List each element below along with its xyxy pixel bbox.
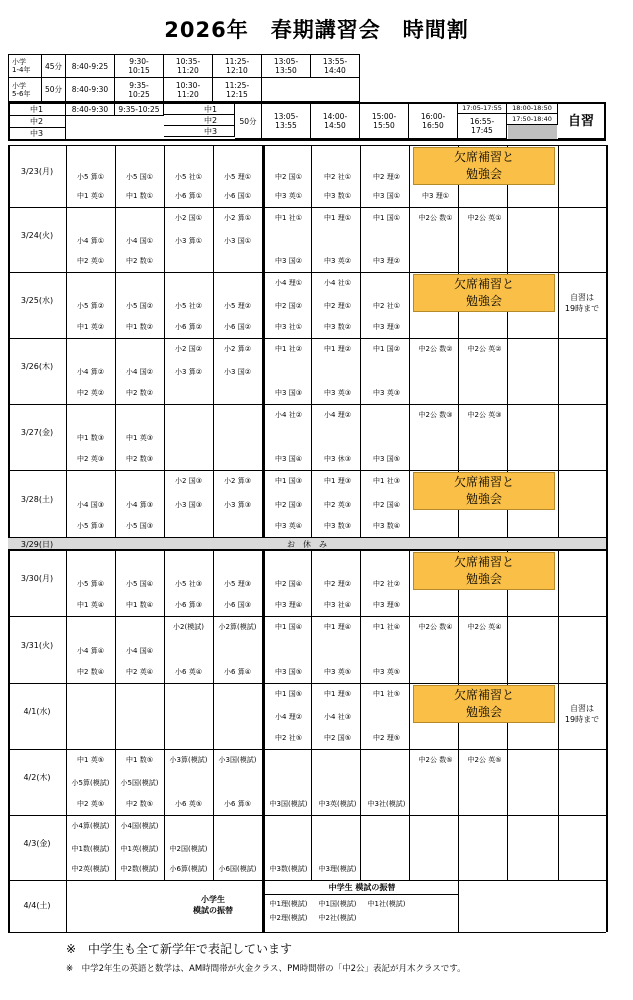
schedule-cell: 小4 理② (275, 713, 302, 721)
schedule-cell: 中3数(模試) (269, 865, 308, 873)
schedule-cell: 中1社(模試) (367, 900, 406, 908)
schedule-cell: 小2(模試) (173, 623, 204, 631)
header-elem14-time: 9:30- 10:15 (115, 54, 164, 78)
header-elem14-time: 10:35- 11:20 (164, 54, 213, 78)
schedule-cell: 中3英(模試) (318, 800, 357, 808)
schedule-cell: 小3 算① (175, 236, 202, 245)
schedule-cell: 中1 社② (275, 345, 302, 353)
schedule-cell: 中1 数⑤ (126, 756, 153, 764)
schedule-cell: 小6算(模試) (169, 865, 208, 873)
footer-note-2: ※ 中学2年生の英語と数学は、AM時間帯が火金クラス、PM時間帯の「中2公」表記が月木クラスです。 (66, 964, 466, 974)
schedule-cell: 中2公 数③ (418, 411, 453, 419)
schedule-cell: 中2公 数④ (418, 623, 453, 631)
schedule-cell: 中1 国⑤ (275, 690, 302, 698)
schedule-cell: 中2国(模試) (169, 844, 208, 853)
schedule-cell: 中3 社④ (324, 601, 351, 609)
schedule-cell: 小4 算③ (126, 500, 153, 509)
schedule-cell: 小4 国① (126, 236, 153, 245)
schedule-cell: 中2公 数① (418, 214, 453, 222)
header-elem14-label: 小学 1-4年 (8, 54, 42, 78)
header-elem56-time: 11:25- 12:15 (213, 78, 262, 102)
makeup-session-box: 欠席補習と 勉強会 (413, 685, 555, 723)
schedule-cell: 小5 算③ (77, 522, 104, 530)
schedule-cell: 中1国(模試) (318, 900, 357, 908)
schedule-cell: 小5 社② (175, 302, 202, 310)
date-label: 3/27(金) (20, 428, 54, 437)
page-title: 2026年 春期講習会 時間割 (164, 18, 469, 42)
schedule-cell: 小5算(模試) (71, 779, 110, 787)
schedule-cell: 中3 理⑤ (373, 601, 400, 609)
schedule-cell: 中2 英④ (126, 668, 153, 676)
schedule-cell: 小4 理① (275, 279, 302, 287)
apr4-vline (458, 880, 459, 932)
schedule-cell: 中2 英③ (324, 500, 351, 509)
apr4-line (264, 894, 458, 895)
schedule-cell: 中2 英③ (77, 455, 104, 463)
schedule-cell: 小2 算① (224, 214, 251, 222)
schedule-cell: 中2公 英⑤ (467, 756, 502, 764)
schedule-cell: 中3 国① (373, 192, 400, 200)
schedule-cell: 小6 国③ (224, 601, 251, 609)
schedule-cell: 小5 国④ (126, 580, 153, 588)
schedule-cell: 中1 数② (126, 323, 153, 331)
self-study-note: 自習は 19時まで (564, 293, 600, 313)
schedule-cell: 中3 休③ (324, 455, 351, 463)
grid-hline-bottom (8, 932, 606, 933)
schedule-cell: 中2 数④ (77, 668, 104, 676)
header-elem56-time: 9:35- 10:25 (115, 78, 164, 102)
header-jh-label: 中1 (10, 104, 66, 116)
header-jh-late2-gray (508, 125, 557, 139)
schedule-cell: 中1 英⑤ (77, 756, 104, 764)
schedule-cell: 小5 国③ (126, 522, 153, 530)
grid-hline (8, 272, 606, 273)
schedule-cell: 中2 数② (126, 389, 153, 397)
schedule-cell: 中2公 数② (418, 345, 453, 353)
self-study-note: 自習は 19時まで (564, 704, 600, 724)
schedule-cell: 中2 英① (77, 257, 104, 265)
schedule-cell: 中3 英① (275, 192, 302, 200)
header-jh-label2: 中1 (164, 104, 235, 115)
schedule-cell: 中2 国④ (373, 500, 400, 509)
header-elem56-label: 小学 5-6年 (8, 78, 42, 102)
date-label: 4/1(水) (23, 707, 51, 716)
schedule-cell: 小6 算⑤ (224, 800, 251, 808)
date-label: 3/28(土) (20, 494, 54, 504)
schedule-cell: 小5 理② (224, 302, 251, 310)
schedule-cell: 中2 国④ (275, 580, 302, 588)
date-label: 3/23(月) (20, 167, 54, 176)
schedule-cell: 中2 国⑤ (324, 734, 351, 742)
schedule-cell: 小6 算③ (175, 601, 202, 609)
header-self-study: 自習 (558, 104, 604, 139)
schedule-cell: 中3 数② (324, 323, 351, 331)
schedule-cell: 中2公 英① (467, 214, 502, 222)
schedule-cell: 小3 国① (224, 236, 251, 245)
schedule-cell: 中3 数① (324, 192, 351, 200)
schedule-cell: 中1 数① (126, 192, 153, 200)
schedule-cell: 中3 国③ (275, 389, 302, 397)
header-jh-late1b: 16:55- 17:45 (458, 114, 507, 139)
holiday-label: お 休 み (287, 540, 327, 549)
header-elem56-empty (262, 78, 360, 102)
schedule-cell: 小2算(模試) (218, 623, 257, 631)
makeup-session-box: 欠席補習と 勉強会 (413, 147, 555, 185)
header-elem14-time: 13:05- 13:50 (262, 54, 311, 78)
schedule-cell: 中3 理① (422, 192, 449, 200)
schedule-cell: 中1 英③ (126, 434, 153, 442)
schedule-cell: 中3 社① (275, 323, 302, 331)
header-jh-pm-time: 15:00- 15:50 (360, 104, 409, 139)
schedule-cell: 小4 社③ (324, 713, 351, 721)
schedule-cell: 小3 国② (224, 368, 251, 376)
header-jh-label2: 中3 (164, 126, 235, 137)
header-jh-label2: 中2 (164, 115, 235, 126)
schedule-cell: 中3 英② (324, 257, 351, 265)
schedule-cell: 中2 英⑤ (77, 800, 104, 808)
schedule-cell: 中1 理④ (324, 623, 351, 631)
schedule-cell: 小4 算① (77, 236, 104, 245)
schedule-cell: 中1英(模試) (120, 844, 159, 853)
schedule-cell: 小3 算② (175, 368, 202, 376)
header-jh-pm-time: 13:05- 13:55 (262, 104, 311, 139)
schedule-cell: 中1 数④ (126, 601, 153, 609)
header-elem56-time: 10:30- 11:20 (164, 78, 213, 102)
schedule-cell: 中1 国④ (275, 623, 302, 631)
schedule-cell: 小3 国③ (175, 500, 202, 509)
holiday-row (8, 537, 606, 550)
schedule-cell: 小3 算③ (224, 500, 251, 509)
schedule-cell: 小4算(模試) (71, 822, 110, 830)
schedule-cell: 中2 国② (275, 302, 302, 310)
schedule-cell: 中2 社① (373, 302, 400, 310)
schedule-cell: 小4 社① (324, 279, 351, 287)
date-label: 4/3(金) (23, 838, 51, 848)
schedule-cell: 中2公 英② (467, 345, 502, 353)
header-jh-pm-time: 16:00- 16:50 (409, 104, 458, 139)
schedule-cell: 中1 英② (77, 323, 104, 331)
schedule-cell: 小6 国① (224, 192, 251, 200)
header-jh-late2b: 17:50-18:40 (507, 114, 558, 125)
apr4-elem-title: 小学生 模試の振替 (193, 895, 233, 915)
schedule-cell: 小3国(模試) (218, 756, 257, 764)
header-jh-late1: 17:05-17:55 (458, 104, 507, 114)
header-elem14-time: 13:55- 14:40 (311, 54, 360, 78)
grid-hline (8, 550, 606, 551)
makeup-session-box: 欠席補習と 勉強会 (413, 274, 555, 312)
schedule-cell: 中2 理① (324, 302, 351, 310)
header-elem14-duration: 45分 (42, 54, 66, 78)
schedule-cell: 中2 国① (275, 173, 302, 181)
header-elem14-time: 8:40-9:25 (66, 54, 115, 78)
schedule-cell: 小6 英④ (175, 668, 202, 676)
schedule-cell: 中1 英① (77, 192, 104, 200)
schedule-cell: 中2 数① (126, 257, 153, 265)
schedule-cell: 中3理(模試) (318, 865, 357, 873)
schedule-cell: 小5 算④ (77, 580, 104, 588)
grid-hline (8, 404, 606, 405)
schedule-cell: 中2公 英③ (467, 411, 502, 419)
header-jh-duration: 50分 (235, 104, 262, 139)
schedule-cell: 小5 国② (126, 302, 153, 310)
schedule-cell: 中3 数③ (324, 522, 351, 530)
schedule-cell: 中2 理② (373, 173, 400, 181)
schedule-cell: 小6 算② (175, 323, 202, 331)
schedule-cell: 中1 国③ (275, 477, 302, 485)
makeup-session-box: 欠席補習と 勉強会 (413, 552, 555, 590)
schedule-cell: 小5 理① (224, 173, 251, 181)
schedule-cell: 中2理(模試) (269, 914, 308, 922)
header-jh-pm-time: 14:00- 14:50 (311, 104, 360, 139)
schedule-cell: 小5 算① (77, 173, 104, 181)
schedule-cell: 中1 国① (373, 214, 400, 222)
schedule-cell: 小2 算③ (224, 477, 251, 485)
schedule-cell: 中2 社① (324, 173, 351, 181)
schedule-cell: 中2英(模試) (71, 865, 110, 873)
schedule-cell: 中3 理③ (373, 323, 400, 331)
schedule-cell: 中3 英⑤ (373, 668, 400, 676)
date-label: 4/4(土) (23, 901, 51, 910)
schedule-cell: 中2数(模試) (120, 865, 159, 873)
schedule-cell: 中2 英② (77, 389, 104, 397)
schedule-cell: 小6 算① (175, 192, 202, 200)
schedule-cell: 小4 国④ (126, 646, 153, 655)
schedule-cell: 小4 理② (324, 411, 351, 419)
grid-hline (8, 749, 606, 750)
schedule-cell: 中2 数③ (126, 455, 153, 463)
schedule-cell: 小6 国② (224, 323, 251, 331)
date-label: 4/2(木) (23, 773, 51, 782)
schedule-cell: 中2公 数⑤ (418, 756, 453, 764)
schedule-cell: 小4 国② (126, 368, 153, 376)
schedule-cell: 小5 算② (77, 302, 104, 310)
schedule-cell: 中1 社⑤ (373, 690, 400, 698)
schedule-cell: 中3 英④ (275, 522, 302, 530)
holiday-date: 3/29(日) (20, 540, 54, 549)
header-jh-am-time: 8:40-9:30 (66, 104, 115, 116)
schedule-cell: 小6 算④ (224, 668, 251, 676)
schedule-cell: 中1 理① (324, 214, 351, 222)
schedule-cell: 中2 社⑤ (275, 734, 302, 742)
header-jh-label: 中2 (10, 116, 66, 128)
schedule-cell: 小4 算④ (77, 646, 104, 655)
date-label: 3/26(木) (20, 362, 54, 371)
schedule-cell: 中1 社① (275, 214, 302, 222)
header-elem56-time: 8:40-9:30 (66, 78, 115, 102)
date-label: 3/24(火) (20, 230, 54, 240)
header-jh-late2: 18:00-18:50 (507, 104, 558, 114)
schedule-cell: 中1数(模試) (71, 844, 110, 853)
header-elem56-duration: 50分 (42, 78, 66, 102)
schedule-cell: 小2 国① (175, 214, 202, 222)
schedule-cell: 小5 理③ (224, 580, 251, 588)
date-label: 3/25(水) (20, 296, 54, 305)
schedule-cell: 中3 国⑤ (373, 455, 400, 463)
schedule-cell: 中3 理② (373, 257, 400, 265)
schedule-cell: 小6国(模試) (218, 865, 257, 873)
schedule-cell: 中1 理⑤ (324, 690, 351, 698)
schedule-cell: 小4 社② (275, 411, 302, 419)
footer-note-1: ※ 中学生も全て新学年で表記しています (66, 942, 293, 956)
schedule-cell: 中2 社② (373, 580, 400, 588)
schedule-cell: 中3 英⑤ (324, 668, 351, 676)
schedule-cell: 中2社(模試) (318, 914, 357, 922)
schedule-cell: 小5国(模試) (120, 779, 159, 787)
schedule-cell: 小5 社① (175, 173, 202, 181)
apr4-jh-title: 中学生 模試の振替 (328, 883, 396, 892)
header-elem14-time: 11:25- 12:10 (213, 54, 262, 78)
schedule-cell: 中2 国③ (275, 500, 302, 509)
schedule-cell: 中3 数④ (373, 522, 400, 530)
schedule-cell: 中3 英③ (373, 389, 400, 397)
schedule-cell: 中1 英④ (77, 601, 104, 609)
schedule-cell: 中1 社④ (373, 623, 400, 631)
grid-hline (8, 470, 606, 471)
schedule-cell: 中1 数③ (77, 434, 104, 442)
grid-hline (8, 145, 606, 146)
schedule-cell: 中3 理④ (275, 601, 302, 609)
schedule-cell: 中2 数⑤ (126, 800, 153, 808)
grid-hline (8, 207, 606, 208)
schedule-cell: 中1 国② (373, 345, 400, 353)
schedule-cell: 中3 国④ (275, 455, 302, 463)
schedule-cell: 中3国(模試) (269, 800, 308, 808)
schedule-cell: 小2 国③ (175, 477, 202, 485)
schedule-cell: 小5 国① (126, 173, 153, 181)
schedule-cell: 小4国(模試) (120, 822, 159, 830)
schedule-cell: 中1 理③ (324, 477, 351, 485)
grid-hline (8, 338, 606, 339)
schedule-cell: 小5 社③ (175, 580, 202, 588)
grid-hline (8, 683, 606, 684)
schedule-cell: 中3社(模試) (367, 800, 406, 808)
makeup-session-box: 欠席補習と 勉強会 (413, 472, 555, 510)
schedule-cell: 中2公 英④ (467, 623, 502, 631)
schedule-cell: 中1 社③ (373, 477, 400, 485)
grid-hline (8, 616, 606, 617)
grid-hline (8, 815, 606, 816)
schedule-cell: 小3算(模試) (169, 756, 208, 764)
schedule-cell: 小2 国② (175, 345, 202, 353)
header-jh-am-time: 9:35-10:25 (115, 104, 164, 116)
header-jh-label: 中3 (10, 128, 66, 140)
schedule-cell: 小2 算② (224, 345, 251, 353)
schedule-cell: 中2 理② (324, 580, 351, 588)
schedule-cell: 中3 英③ (324, 389, 351, 397)
date-label: 3/31(火) (20, 640, 54, 650)
grid-vline (606, 145, 608, 932)
date-label: 3/30(月) (20, 574, 54, 583)
schedule-cell: 中1 理② (324, 345, 351, 353)
schedule-cell: 小4 国③ (77, 500, 104, 509)
schedule-cell: 中3 国② (275, 257, 302, 265)
schedule-cell: 小6 英⑤ (175, 800, 202, 808)
schedule-cell: 小4 算② (77, 368, 104, 376)
schedule-cell: 中3 国⑤ (275, 668, 302, 676)
schedule-cell: 中1理(模試) (269, 900, 308, 908)
schedule-cell: 中2 理⑤ (373, 734, 400, 742)
